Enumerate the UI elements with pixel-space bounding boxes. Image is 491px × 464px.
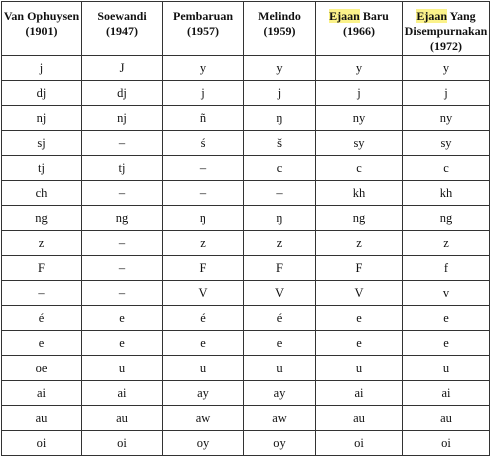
- table-cell: u: [403, 356, 490, 381]
- column-name: Melindo: [258, 9, 301, 23]
- table-row: [2, 256, 490, 281]
- table-cell: ay: [244, 381, 316, 406]
- header-pembaruan: [163, 2, 244, 56]
- table-cell: J: [82, 56, 163, 81]
- table-cell: –: [82, 181, 163, 206]
- table-cell: j: [316, 81, 403, 106]
- table-cell: nj: [2, 106, 82, 131]
- column-year: (1966): [343, 24, 375, 38]
- table-cell: e: [403, 331, 490, 356]
- table-cell: V: [163, 281, 244, 306]
- header-van-ophuysen: [2, 2, 82, 56]
- table-cell: V: [244, 281, 316, 306]
- table-cell: y: [244, 56, 316, 81]
- table-cell: j: [403, 81, 490, 106]
- table-body: [2, 56, 490, 456]
- table-cell: e: [82, 331, 163, 356]
- column-year: (1947): [106, 24, 138, 38]
- table-cell: ny: [316, 106, 403, 131]
- table-cell: dj: [2, 81, 82, 106]
- table-cell: –: [82, 231, 163, 256]
- table-cell: ñ: [163, 106, 244, 131]
- table-cell: ai: [403, 381, 490, 406]
- table-cell: e: [316, 331, 403, 356]
- spelling-comparison-table: [1, 1, 490, 456]
- table-cell: é: [2, 306, 82, 331]
- table-cell: ch: [2, 181, 82, 206]
- table-cell: oy: [163, 431, 244, 456]
- table-row: [2, 206, 490, 231]
- table-cell: au: [82, 406, 163, 431]
- table-row: [2, 306, 490, 331]
- column-year: (1972): [430, 39, 462, 53]
- table-cell: ś: [163, 131, 244, 156]
- table-cell: oi: [403, 431, 490, 456]
- table-row: [2, 281, 490, 306]
- table-row: [2, 131, 490, 156]
- table-cell: au: [2, 406, 82, 431]
- highlighted-word: Ejaan: [329, 9, 360, 23]
- table-cell: nj: [82, 106, 163, 131]
- table-cell: c: [403, 156, 490, 181]
- column-name: Pembaruan: [173, 9, 233, 23]
- table-cell: ŋ: [244, 206, 316, 231]
- table-cell: ng: [316, 206, 403, 231]
- table-cell: oi: [316, 431, 403, 456]
- column-name: Soewandi: [97, 9, 147, 23]
- table-cell: V: [316, 281, 403, 306]
- table-cell: –: [163, 181, 244, 206]
- table-cell: ai: [2, 381, 82, 406]
- table-cell: ay: [163, 381, 244, 406]
- header-melindo: [244, 2, 316, 56]
- table-cell: au: [403, 406, 490, 431]
- table-cell: ai: [82, 381, 163, 406]
- table-cell: u: [163, 356, 244, 381]
- table-cell: oi: [82, 431, 163, 456]
- table-cell: y: [316, 56, 403, 81]
- table-cell: ai: [316, 381, 403, 406]
- table-cell: e: [2, 331, 82, 356]
- table-cell: é: [244, 306, 316, 331]
- table-cell: e: [316, 306, 403, 331]
- table-cell: j: [244, 81, 316, 106]
- table-row: [2, 356, 490, 381]
- table-row: [2, 231, 490, 256]
- table-row: [2, 56, 490, 81]
- table-cell: oi: [2, 431, 82, 456]
- column-year: (1959): [263, 24, 296, 38]
- table-cell: tj: [82, 156, 163, 181]
- table-row: [2, 331, 490, 356]
- column-name-rest: Baru: [359, 9, 389, 23]
- table-cell: e: [244, 331, 316, 356]
- table-row: [2, 406, 490, 431]
- table-cell: ng: [82, 206, 163, 231]
- table-cell: v: [403, 281, 490, 306]
- column-year: (1957): [187, 24, 219, 38]
- column-name-rest: Yang: [447, 9, 476, 23]
- table-cell: F: [316, 256, 403, 281]
- table-cell: j: [2, 56, 82, 81]
- table-cell: ny: [403, 106, 490, 131]
- table-row: [2, 156, 490, 181]
- table-cell: F: [163, 256, 244, 281]
- table-cell: sy: [403, 131, 490, 156]
- table-cell: u: [82, 356, 163, 381]
- table-cell: sj: [2, 131, 82, 156]
- table-cell: ŋ: [163, 206, 244, 231]
- table-cell: au: [316, 406, 403, 431]
- table-cell: e: [163, 331, 244, 356]
- table-cell: tj: [2, 156, 82, 181]
- table-row: [2, 381, 490, 406]
- table-row: [2, 81, 490, 106]
- table-cell: z: [316, 231, 403, 256]
- column-name: [403, 9, 489, 24]
- table-cell: z: [2, 231, 82, 256]
- table-cell: y: [403, 56, 490, 81]
- table-row: [2, 431, 490, 456]
- table-cell: z: [163, 231, 244, 256]
- column-name-line2: Disempurnakan: [404, 24, 488, 38]
- table-cell: –: [82, 281, 163, 306]
- column-name: [316, 9, 402, 24]
- table-cell: j: [163, 81, 244, 106]
- table-cell: ng: [2, 206, 82, 231]
- table-cell: –: [82, 131, 163, 156]
- table-cell: –: [82, 256, 163, 281]
- header-ejaan-yang-disempurnakan: [403, 2, 490, 56]
- table-cell: f: [403, 256, 490, 281]
- table-cell: z: [244, 231, 316, 256]
- table-cell: u: [244, 356, 316, 381]
- table-header-row: [2, 2, 490, 56]
- table-cell: u: [316, 356, 403, 381]
- table-cell: c: [244, 156, 316, 181]
- table-cell: F: [244, 256, 316, 281]
- header-soewandi: [82, 2, 163, 56]
- column-year: (1901): [25, 24, 58, 38]
- table-cell: sy: [316, 131, 403, 156]
- highlighted-word: Ejaan: [416, 9, 448, 23]
- table-cell: é: [163, 306, 244, 331]
- table-cell: š: [244, 131, 316, 156]
- table-cell: aw: [163, 406, 244, 431]
- table-cell: y: [163, 56, 244, 81]
- table-cell: e: [82, 306, 163, 331]
- table-cell: F: [2, 256, 82, 281]
- table-cell: oy: [244, 431, 316, 456]
- column-name: Van Ophuysen: [3, 9, 80, 23]
- table-cell: oe: [2, 356, 82, 381]
- table-cell: –: [2, 281, 82, 306]
- table-cell: ng: [403, 206, 490, 231]
- table-cell: aw: [244, 406, 316, 431]
- table-cell: e: [403, 306, 490, 331]
- table-cell: kh: [403, 181, 490, 206]
- table-cell: z: [403, 231, 490, 256]
- table-cell: dj: [82, 81, 163, 106]
- table-row: [2, 181, 490, 206]
- table-cell: kh: [316, 181, 403, 206]
- table-row: [2, 106, 490, 131]
- header-ejaan-baru: [316, 2, 403, 56]
- table-cell: –: [163, 156, 244, 181]
- table-cell: –: [244, 181, 316, 206]
- table-cell: ŋ: [244, 106, 316, 131]
- table-cell: c: [316, 156, 403, 181]
